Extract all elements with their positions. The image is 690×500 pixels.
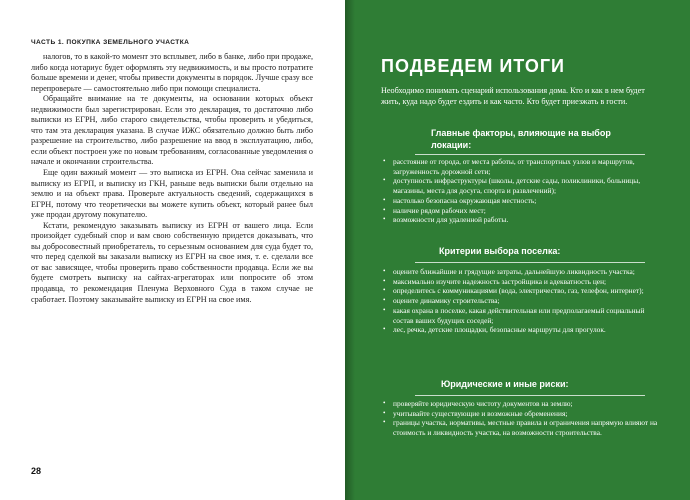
list-item: • определитесь с коммуникациями (вода, электричество, газ, телефон, интернет); [383, 286, 661, 296]
settlement-criteria-list [383, 267, 661, 335]
body-text [31, 52, 313, 305]
paragraph: Кстати, рекомендую заказывать выписку из ЕГРН от вашего лица. Если произойдет судебный спор и вам свою собственную придется доказывать, что вы добросовестный приобретатель, то серьезным основанием для суда будет то, что перед сделкой вы заказали выписку из ЕГРН на свое имя, т. е. сделали все от вас зависящее, чтобы проверить право собственности продавца. Если же вы будете смотреть выписку на сайтах-агрегаторах или попросите об этом продавца, то рекомендация Пленума Верховного Суда в таком случае не сработает. Поэтому заказывайте выписку из ЕГРН на свое имя. [31, 220, 313, 304]
section-heading-location: Главные факторы, влияющие на выбор локации: [431, 128, 611, 150]
page-number: 28 [31, 466, 42, 476]
list-item: • настолько безопасна окружающая местность; [383, 196, 661, 206]
legal-risks-list [383, 399, 661, 438]
list-item: • наличие рядом рабочих мест; [383, 206, 661, 216]
section-heading-legal-risks: Юридические и иные риски: [441, 379, 569, 389]
list-item: • доступность инфраструктуры (школы, детские сады, поликлиники, больницы, магазины, места для досуга, спорта и развлечений); [383, 176, 661, 195]
list-item: • расстояние от города, от места работы, от транспортных узлов и маршрутов, загруженность дорожной сети; [383, 157, 661, 176]
list-item: • оцените динамику строительства; [383, 296, 661, 306]
paragraph: Еще один важный момент — это выписка из ЕГРН. Она сейчас заменила и выписку из ЕГРП, и выписку из ГКН, раньше ведь выписки были отдельно на землю и на объект права. Проверьте актуальность сведений, содержащихся в ЕГРН, потому что теоретически вы можете купить объект, который ранее был уже продан другому покупателю. [31, 168, 313, 220]
paragraph: Обращайте внимание на те документы, на основании которых объект недвижимости был зарегистрирован. Если это декларация, то достаточно либо выписки из ЕГРН, либо старого свидетельства, чтобы проверить и убедиться, что там эта декларация указана. В случае ИЖС обязательно должно быть либо разрешение на строительство, либо разрешение на ввод в эксплуатацию, либо, если объект построен уже по новым требованиям, согласованные уведомления о начале и окончании строительства. [31, 94, 313, 167]
list-item: • максимально изучите надежность застройщика и адекватность цен; [383, 277, 661, 287]
location-factors-list [383, 157, 661, 225]
summary-intro: Необходимо понимать сценарий использования дома. Кто и как в нем будет жить, куда надо будет ездить и как часто. Кто будет приезжать в гости. [381, 86, 645, 106]
list-item: • границы участка, нормативы, местные правила и ограничения напрямую влияют на стоимость и ликвидность участка, на возможности строительства. [383, 418, 661, 437]
list-item: • возможности для удаленной работы. [383, 215, 661, 225]
section-heading-settlement: Критерии выбора поселка: [439, 246, 561, 256]
summary-title: ПОДВЕДЕМ ИТОГИ [381, 56, 565, 76]
section-divider [415, 395, 645, 396]
gutter-shadow [345, 0, 355, 500]
list-item: • проверяйте юридическую чистоту документов на землю; [383, 399, 661, 409]
right-page-summary [345, 0, 690, 500]
section-divider [415, 262, 645, 263]
list-item: • лес, речка, детские площадки, безопасные маршруты для прогулок. [383, 325, 661, 335]
list-item: • учитывайте существующие и возможные обременения; [383, 409, 661, 419]
list-item: • оцените ближайшие и грядущие затраты, дальнейшую ликвидность участка; [383, 267, 661, 277]
section-divider [415, 154, 645, 155]
list-item: • какая охрана в поселке, какая действительная или предполагаемый социальный состав ваших будущих соседей; [383, 306, 661, 325]
running-head: ЧАСТЬ 1. ПОКУПКА ЗЕМЕЛЬНОГО УЧАСТКА [31, 39, 190, 46]
paragraph: налогов, то в какой-то момент это всплывет, либо в банке, либо при продаже, либо когда нотариус будет оформлять эту недвижимость, и вы просто потратите больше времени и денег, чтобы привести документы в порядок. Лучше сразу все перепроверьте — самостоятельно либо при помощи специалиста. [31, 52, 313, 93]
